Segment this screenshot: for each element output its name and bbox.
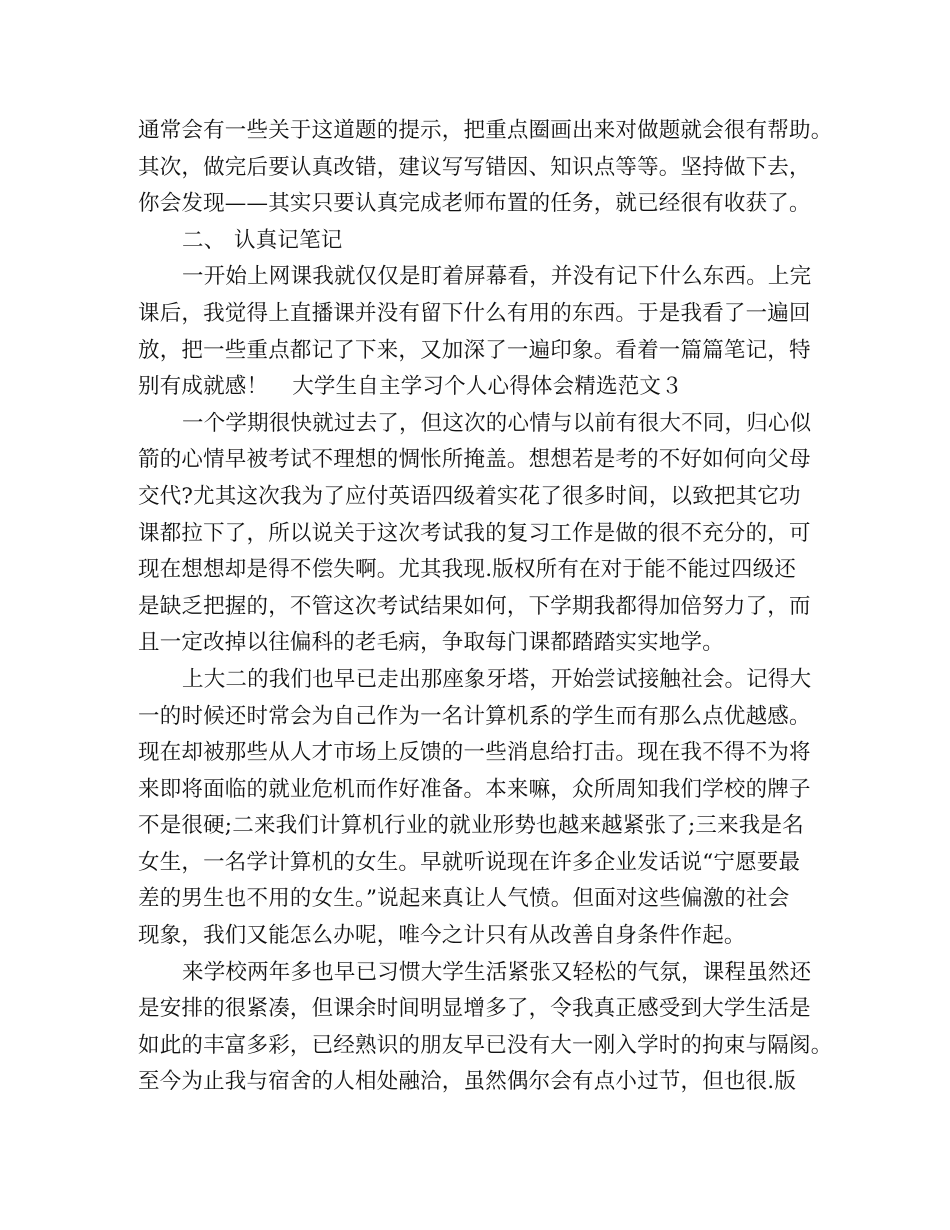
text-line: 上大二的我们也早已走出那座象牙塔，开始尝试接触社会。记得大 xyxy=(182,666,812,692)
text-line: 一的时候还时常会为自己作为一名计算机系的学生而有那么点优越感。 xyxy=(138,703,811,729)
text-line-end: 别有成就感！ xyxy=(138,374,269,400)
text-line: 是缺乏把握的，不管这次考试结果如何，下学期我都得加倍努力了，而 xyxy=(138,593,811,619)
text-line-with-title xyxy=(138,369,818,406)
text-line: 如此的丰富多彩，已经熟识的朋友早已没有大一刚入学时的拘束与隔阂。 xyxy=(138,1032,833,1058)
text-line: 不是很硬;二来我们计算机行业的就业形势也越来越紧张了;三来我是名 xyxy=(138,813,804,839)
text-line: 现在想想却是得不偿失啊。尤其我现.版权所有在对于能不能过四级还 xyxy=(138,557,797,583)
text-line: 通常会有一些关于这道题的提示，把重点圈画出来对做题就会很有帮助。 xyxy=(138,118,833,143)
text-line: 交代?尤其这次我为了应付英语四级着实花了很多时间，以致把其它功 xyxy=(138,483,801,509)
section-heading xyxy=(138,223,818,260)
text-line: 课都拉下了，所以说关于这次考试我的复习工作是做的很不充分的，可 xyxy=(138,520,811,546)
text-line: 且一定改掉以往偏科的老毛病，争取每门课都踏踏实实地学。 xyxy=(138,630,724,656)
text-line: 来即将面临的就业危机而作好准备。本来嘛，众所周知我们学校的牌子 xyxy=(138,776,811,802)
text-line: 至今为止我与宿舍的人相处融洽，虽然偶尔会有点小过节，但也很.版 xyxy=(138,1069,797,1095)
section-heading-text: 认真记笔记 xyxy=(234,227,343,253)
document-body xyxy=(138,113,833,1101)
text-line: 一个学期很快就过去了，但这次的心情与以前有很大不同，归心似 xyxy=(182,410,812,436)
text-line: 放，把一些重点都记了下来，又加深了一遍印象。看着一篇篇笔记，特 xyxy=(138,337,811,363)
text-line: 一开始上网课我就仅仅是盯着屏幕看，并没有记下什么东西。上完 xyxy=(182,264,812,290)
text-line: 现在却被那些从人才市场上反馈的一些消息给打击。现在我不得不为将 xyxy=(138,740,811,766)
text-line: 课后，我觉得上直播课并没有留下什么有用的东西。于是我看了一遍回 xyxy=(138,300,811,326)
text-line: 现象，我们又能怎么办呢，唯今之计只有从改善自身条件作起。 xyxy=(138,923,746,949)
text-line: 箭的心情早被考试不理想的惆怅所掩盖。想想若是考的不好如何向父母 xyxy=(138,447,811,473)
text-line: 其次，做完后要认真改错，建议写写错因、知识点等等。坚持做下去， xyxy=(138,154,811,180)
section-heading-number: 二、 xyxy=(182,227,226,253)
text-line: 来学校两年多也早已习惯大学生活紧张又轻松的气氛，课程虽然还 xyxy=(182,959,812,985)
text-line: 女生，一名学计算机的女生。早就听说现在许多企业发话说“宁愿要最 xyxy=(138,849,801,875)
article-title: 大学生自主学习个人心得体会精选范文３ xyxy=(292,374,683,400)
text-line: 你会发现——其实只要认真完成老师布置的任务，就已经很有收获了。 xyxy=(138,191,811,217)
text-line: 差的男生也不用的女生。”说起来真让人气愤。但面对这些偏激的社会 xyxy=(138,886,790,912)
text-line: 是安排的很紧凑，但课余时间明显增多了，令我真正感受到大学生活是 xyxy=(138,996,811,1022)
